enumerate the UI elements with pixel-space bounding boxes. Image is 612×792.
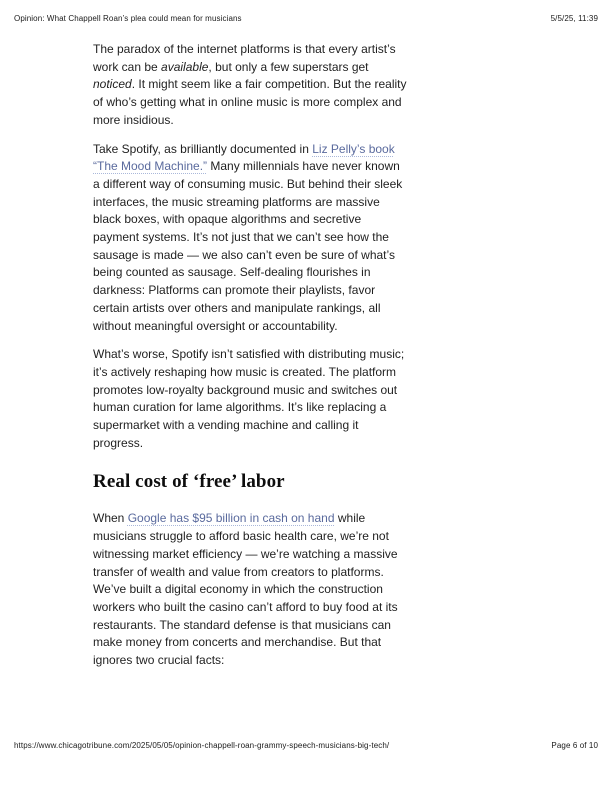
section-heading: Real cost of ‘free’ labor: [93, 471, 285, 493]
print-footer-url: https://www.chicagotribune.com/2025/05/05/opinion-chappell-roan-grammy-speech-musicians-big-tech/: [14, 741, 390, 750]
inline-link[interactable]: Google has $95 billion in cash on hand: [127, 511, 335, 526]
print-header-title: Opinion: What Chappell Roan’s plea could mean for musicians: [14, 14, 242, 23]
inline-link[interactable]: Liz Pelly’s book “The Mood Machine.”: [93, 141, 395, 174]
paragraph: The paradox of the internet platforms is that every artist’s work can be available, but only a few superstars get noticed. It might seem like a fair competition. But the reality of who’s getting what in online music is more complex and more insidious.: [93, 42, 407, 127]
paragraph: When Google has $95 billion in cash on hand while musicians struggle to afford basic health care, we’re not witnessing market efficiency — we’re watching a massive transfer of wealth and value from creators to platforms. We’ve built a digital economy in which the construction workers who built the casino can’t afford to buy food at its restaurants. The standard defense is that musicians can make money from concerts and merchandise. But that ignores two crucial facts:: [93, 511, 398, 668]
emphasized-text: available: [161, 59, 209, 74]
print-header-datetime: 5/5/25, 11:39: [550, 14, 598, 23]
print-footer-page-number: Page 6 of 10: [551, 741, 598, 750]
paragraph: Take Spotify, as brilliantly documented in Liz Pelly’s book “The Mood Machine.” Many millennials have never known a different way of consuming music. But behind their sleek interfaces, the music streaming platforms are massive black boxes, with opaque algorithms and secretive payment systems. It’s not just that we can’t see how the sausage is made — we also can’t even be sure of what’s being counted as sausage. Self-dealing flourishes in darkness: Platforms can promote their playlists, favor certain artists over others and manipulate rankings, all without meaningful oversight or accountability.: [93, 141, 403, 333]
print-header: [14, 14, 598, 24]
emphasized-text: noticed: [93, 77, 132, 92]
paragraph: What’s worse, Spotify isn’t satisfied with distributing music; it’s actively reshaping how music is created. The platform promotes low-royalty background music and switches out human curation for lame algorithms. It’s like replacing a supermarket with a vending machine and calling it progress.: [93, 347, 405, 450]
article-body: [93, 41, 407, 681]
print-footer: [14, 741, 598, 751]
